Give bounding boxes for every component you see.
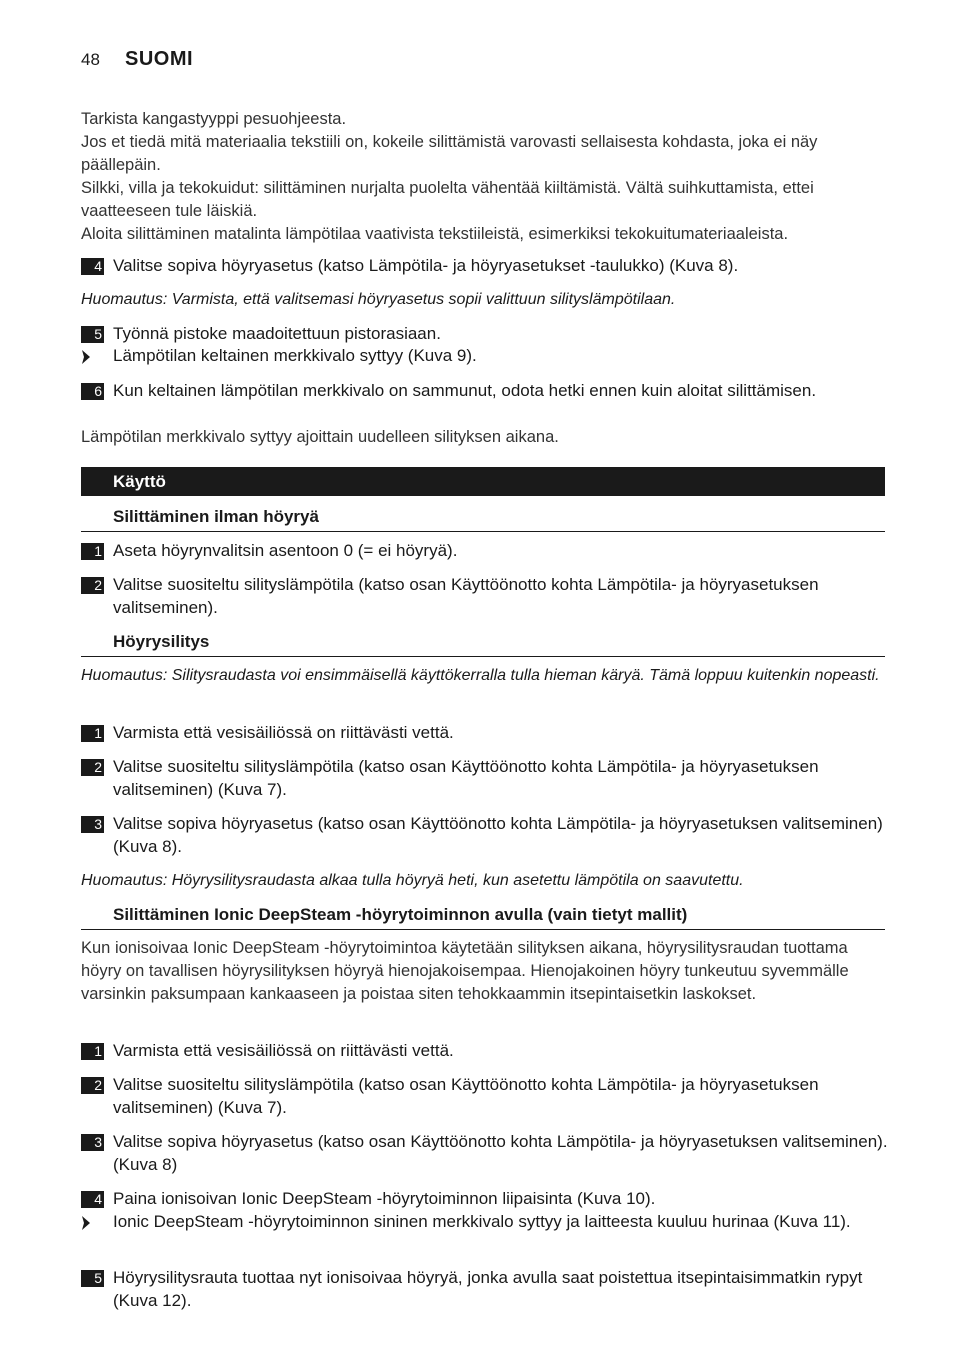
intro-line: Jos et tiedä mitä materiaalia tekstiili on, kokeile silittämistä varovasti sellaisesta kohdasta, joka ei näy päällepäin. [81, 133, 818, 174]
step-text: Valitse sopiva höyryasetus (katso osan Käyttöönotto kohta Lämpötila- ja höyryasetuksen valitseminen). (Kuva 8) [113, 1132, 888, 1174]
step-1 [0, 1040, 954, 1064]
step-text: Valitse sopiva höyryasetus (katso osan Käyttöönotto kohta Lämpötila- ja höyryasetuksen valitseminen) (Kuva 8). [113, 814, 883, 856]
note: Huomautus: Silitysraudasta voi ensimmäisellä käyttökerralla tulla hieman käryä. Tämä loppuu kuitenkin nopeasti. [81, 667, 880, 684]
step-text: Kun keltainen lämpötilan merkkivalo on sammunut, odota hetki ennen kuin aloitat silittämisen. [113, 381, 817, 400]
subheading-title: Höyrysilitys [113, 632, 210, 651]
step-number: 2 [81, 577, 104, 594]
step-number: 4 [81, 258, 104, 275]
step-number: 2 [81, 1077, 104, 1094]
step-number: 2 [81, 759, 104, 776]
step-number: 5 [81, 1270, 104, 1287]
result-text: Ionic DeepSteam -höyrytoiminnon sininen merkkivalo syttyy ja laitteesta kuuluu hurinaa (Kuva 11). [113, 1212, 851, 1231]
step-4 [0, 255, 954, 279]
step-number: 1 [81, 725, 104, 742]
step-4 [0, 1188, 954, 1212]
body-text: Lämpötilan merkkivalo syttyy ajoittain uudelleen silityksen aikana. [81, 428, 559, 446]
step-text: Valitse suositeltu silityslämpötila (katso osan Käyttöönotto kohta Lämpötila- ja höyryasetuksen valitseminen). [113, 575, 819, 617]
intro-text [81, 108, 881, 246]
section-heading [81, 467, 885, 496]
intro-line: Tarkista kangastyyppi pesuohjeesta. [81, 110, 347, 128]
step-text: Varmista että vesisäiliössä on riittävästi vettä. [113, 723, 454, 742]
step-2 [0, 756, 954, 802]
step-text: Varmista että vesisäiliössä on riittävästi vettä. [113, 1041, 454, 1060]
step-5 [0, 1267, 954, 1313]
note: Huomautus: Höyrysilitysraudasta alkaa tulla höyryä heti, kun asetettu lämpötila on saavutettu. [81, 872, 744, 889]
step-number: 6 [81, 383, 104, 400]
step-number: 1 [81, 1043, 104, 1060]
subheading [81, 903, 885, 930]
result-arrow-icon [81, 1215, 91, 1231]
intro-line: Silkki, villa ja tekokuidut: silittäminen nurjalta puolelta vähentää kiiltämistä. Vältä suihkuttamista, ettei vaatteeseen tule läiskiä. [81, 179, 814, 220]
page-language: SUOMI [125, 48, 194, 70]
subheading [81, 630, 885, 657]
step-text: Höyrysilitysrauta tuottaa nyt ionisoivaa höyryä, jonka avulla saat poistettua itsepintaisimmatkin rypyt (Kuva 12). [113, 1268, 863, 1310]
step-5-result [0, 345, 954, 369]
body-text: Kun ionisoivaa Ionic DeepSteam -höyrytoimintoa käytetään silityksen aikana, höyrysilitysraudan tuottama höyry on tavallisen höyrysilityksen höyryä hienojakoisempaa. Hienojakoinen höyry tunkeutuu syvemmälle varsinkin paksumpaan kankaaseen ja poistaa siten tehokkaammin itsepintaisetkin laskokset. [81, 939, 849, 1003]
note: Huomautus: Varmista, että valitsemasi höyryasetus sopii valittuun silityslämpötilaan. [81, 291, 676, 308]
step-number: 3 [81, 1134, 104, 1151]
step-5 [0, 323, 954, 347]
subheading [81, 505, 885, 532]
intro-line: Aloita silittäminen matalinta lämpötilaa vaativista tekstiileistä, esimerkiksi tekokuitumateriaaleista. [81, 225, 789, 243]
step-3 [0, 1131, 954, 1177]
step-text: Aseta höyrynvalitsin asentoon 0 (= ei höyryä). [113, 541, 458, 560]
step-1 [0, 540, 954, 564]
step-number: 1 [81, 543, 104, 560]
step-number: 4 [81, 1191, 104, 1208]
step-text: Valitse suositeltu silityslämpötila (katso osan Käyttöönotto kohta Lämpötila- ja höyryasetuksen valitseminen) (Kuva 7). [113, 757, 819, 799]
page-number: 48 [81, 50, 100, 69]
result-arrow-icon [81, 349, 91, 365]
subheading-title: Silittäminen ilman höyryä [113, 507, 319, 526]
step-2 [0, 574, 954, 620]
step-6 [0, 380, 954, 426]
section-title: Käyttö [113, 472, 166, 491]
step-number: 3 [81, 816, 104, 833]
step-3 [0, 813, 954, 859]
result-text: Lämpötilan keltainen merkkivalo syttyy (Kuva 9). [113, 346, 477, 365]
step-number: 5 [81, 326, 104, 343]
step-text: Valitse sopiva höyryasetus (katso Lämpötila- ja höyryasetukset -taulukko) (Kuva 8). [113, 256, 739, 275]
step-text: Työnnä pistoke maadoitettuun pistorasiaan. [113, 324, 441, 343]
step-4-result [0, 1211, 954, 1257]
step-text: Paina ionisoivan Ionic DeepSteam -höyrytoiminnon liipaisinta (Kuva 10). [113, 1189, 656, 1208]
subheading-title: Silittäminen Ionic DeepSteam -höyrytoiminnon avulla (vain tietyt mallit) [113, 905, 688, 924]
step-text: Valitse suositeltu silityslämpötila (katso osan Käyttöönotto kohta Lämpötila- ja höyryasetuksen valitseminen) (Kuva 7). [113, 1075, 819, 1117]
step-2 [0, 1074, 954, 1120]
step-1 [0, 722, 954, 746]
